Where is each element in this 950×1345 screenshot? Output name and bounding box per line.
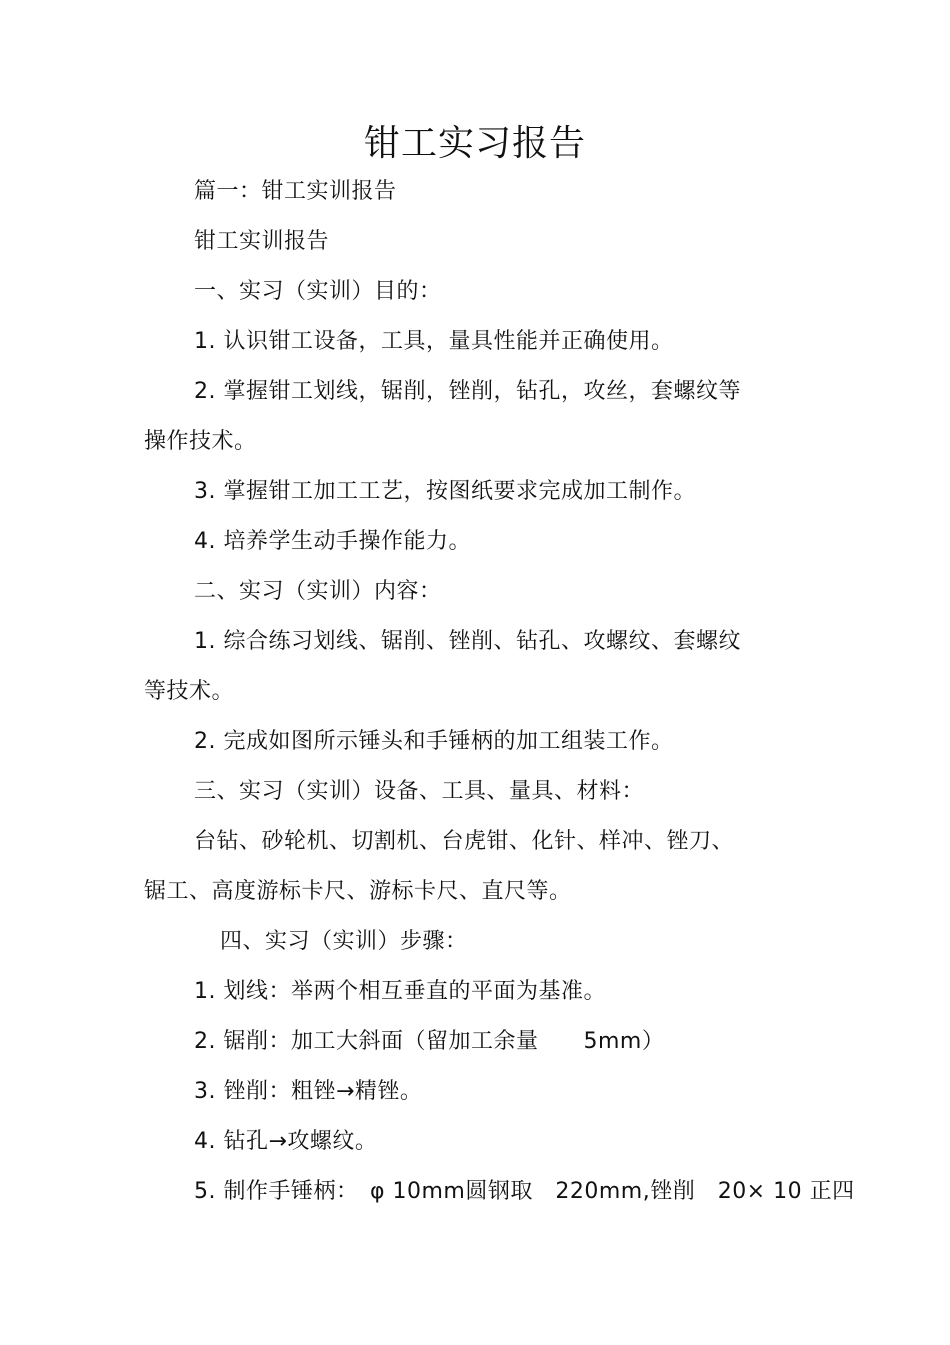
report-subtitle: 钳工实训报告	[194, 229, 330, 254]
paragraph-line: 1. 划线：举两个相互垂直的平面为基准。	[194, 979, 606, 1004]
section-heading-purpose: 一、实习（实训）目的：	[194, 279, 442, 304]
section-heading-content: 二、实习（实训）内容：	[194, 579, 442, 604]
paragraph-line: 操作技术。	[144, 429, 257, 454]
paragraph-line: 台钻、砂轮机、切割机、台虎钳、化针、样冲、锉刀、	[194, 829, 735, 854]
paragraph-line: 3. 锉削：粗锉→精锉。	[194, 1079, 423, 1104]
paragraph-line: 2. 掌握钳工划线，锯削，锉削，钻孔，攻丝，套螺纹等	[194, 379, 741, 404]
paragraph-line: 锯工、高度游标卡尺、游标卡尺、直尺等。	[144, 879, 572, 904]
section-heading-equipment: 三、实习（实训）设备、工具、量具、材料：	[194, 779, 645, 804]
paragraph-line: 4. 培养学生动手操作能力。	[194, 529, 471, 554]
document-title: 钳工实习报告	[363, 123, 586, 164]
paragraph-line: 3. 掌握钳工加工工艺，按图纸要求完成加工制作。	[194, 479, 696, 504]
paragraph-line: 5. 制作手锤柄： φ 10mm圆钢取 220mm,锉削 20× 10 正四	[194, 1179, 855, 1204]
section-heading-steps: 四、实习（实训）步骤：	[220, 929, 468, 954]
paragraph-line: 等技术。	[144, 679, 235, 704]
chapter-heading: 篇一：钳工实训报告	[194, 179, 397, 204]
paragraph-line: 2. 锯削：加工大斜面（留加工余量 5mm）	[194, 1029, 665, 1054]
paragraph-line: 4. 钻孔→攻螺纹。	[194, 1129, 378, 1154]
paragraph-line: 1. 综合练习划线、锯削、锉削、钻孔、攻螺纹、套螺纹	[194, 629, 741, 654]
paragraph-line: 1. 认识钳工设备，工具，量具性能并正确使用。	[194, 329, 674, 354]
paragraph-line: 2. 完成如图所示锤头和手锤柄的加工组装工作。	[194, 729, 674, 754]
